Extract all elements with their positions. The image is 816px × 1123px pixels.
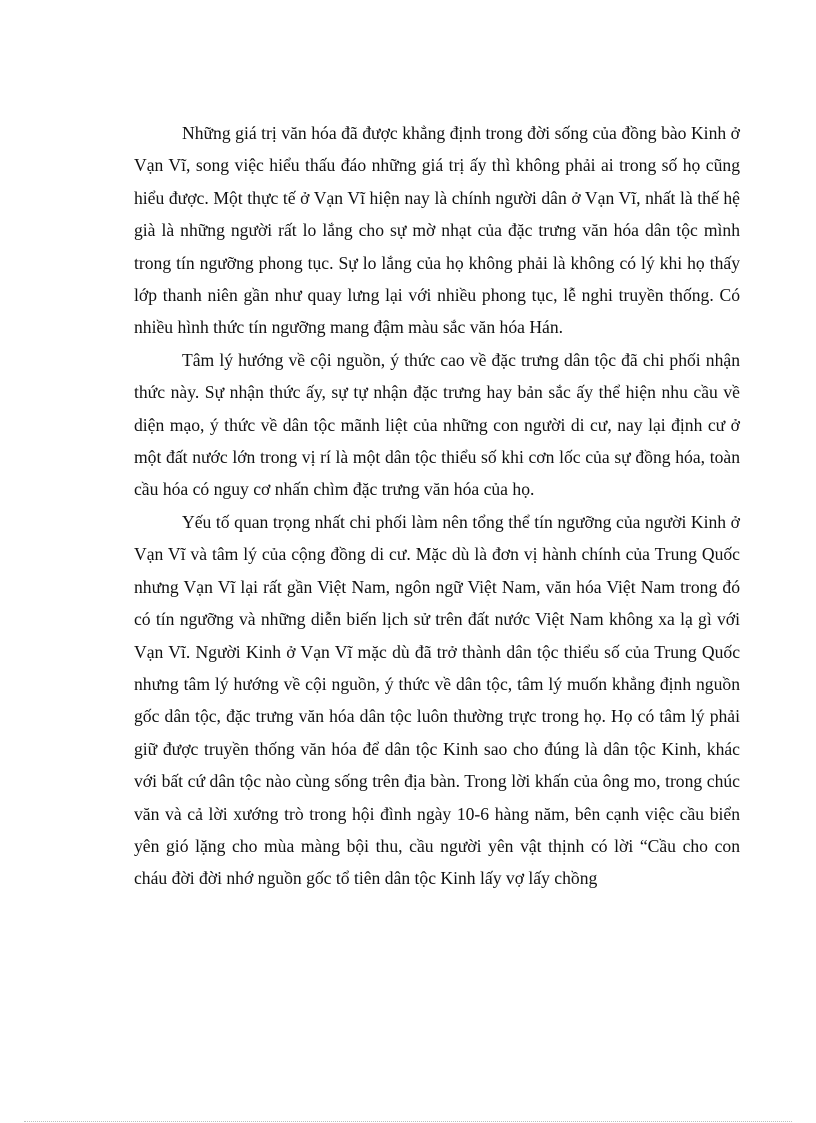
paragraph-2: Tâm lý hướng về cội nguồn, ý thức cao về đặc trưng dân tộc đã chi phối nhận thức này. Sự nhận thức ấy, sự tự nhận đặc trưng hay bản sắc ấy thể hiện nhu cầu về diện mạo, ý thức về dân tộc mãnh liệt của những con người di cư, nay lại định cư ở một đất nước lớn trong vị rí là một dân tộc thiểu số khi cơn lốc của sự đồng hóa, toàn cầu hóa có nguy cơ nhấn chìm đặc trưng văn hóa của họ.: [134, 349, 740, 500]
page-bottom-edge: [24, 1121, 792, 1122]
paragraph-3: Yếu tố quan trọng nhất chi phối làm nên tổng thể tín ngưỡng của người Kinh ở Vạn Vĩ và tâm lý của cộng đồng di cư. Mặc dù là đơn vị hành chính của Trung Quốc nhưng Vạn Vĩ lại rất gần Việt Nam, ngôn ngữ Việt Nam, văn hóa Việt Nam trong đó có tín ngưỡng và những diễn biến lịch sử trên đất nước Việt Nam không xa lạ gì với Vạn Vĩ. Người Kinh ở Vạn Vĩ mặc dù đã trở thành dân tộc thiểu số của Trung Quốc nhưng tâm lý hướng về cội nguồn, ý thức về dân tộc, tâm lý muốn khẳng định nguồn gốc dân tộc, đặc trưng văn hóa dân tộc luôn thường trực trong họ. Họ có tâm lý phải giữ được truyền thống văn hóa để dân tộc Kinh sao cho đúng là dân tộc Kinh, khác với bất cứ dân tộc nào cùng sống trên địa bàn. Trong lời khấn của ông mo, trong chúc văn và cả lời xướng trò trong hội đình ngày 10-6 hàng năm, bên cạnh việc cầu biển yên gió lặng cho mùa màng bội thu, cầu người yên vật thịnh có lời “Cầu cho con cháu đời đời nhớ nguồn gốc tổ tiên dân tộc Kinh lấy vợ lấy chồng: [134, 511, 740, 889]
document-body: [134, 117, 740, 895]
paragraph-1: Những giá trị văn hóa đã được khẳng định trong đời sống của đồng bào Kinh ở Vạn Vĩ, song việc hiểu thấu đáo những giá trị ấy thì không phải ai trong số họ cũng hiểu được. Một thực tế ở Vạn Vĩ hiện nay là chính người dân ở Vạn Vĩ, nhất là thế hệ già là những người rất lo lắng cho sự mờ nhạt của đặc trưng văn hóa dân tộc mình trong tín ngưỡng phong tục. Sự lo lắng của họ không phải là không có lý khi họ thấy lớp thanh niên gần như quay lưng lại với nhiều phong tục, lễ nghi truyền thống. Có nhiều hình thức tín ngưỡng mang đậm màu sắc văn hóa Hán.: [134, 123, 740, 338]
